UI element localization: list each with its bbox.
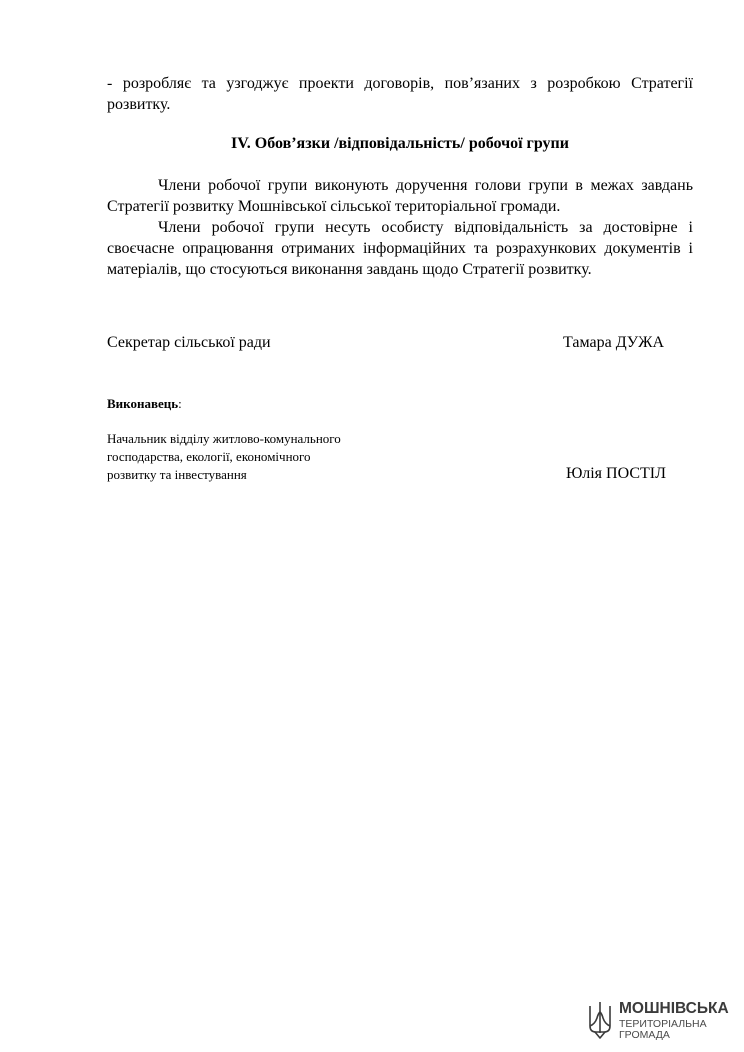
executor-label [107, 396, 182, 412]
executor-label-text: Виконавець [107, 396, 179, 411]
logo-subtitle-1: ТЕРИТОРІАЛЬНА [619, 1018, 707, 1030]
logo-subtitle-2: ГРОМАДА [619, 1029, 670, 1041]
executor-position-line: господарства, екології, економічного [107, 449, 311, 464]
executor-position-line: розвитку та інвестування [107, 467, 247, 482]
executor-position-line: Начальник відділу житлово-комунального [107, 431, 341, 446]
duties-paragraph-2: Члени робочої групи несуть особисту відповідальність за достовірне і своєчасне опрацювання отриманих інформаційних та розрахункових документів і матеріалів, що стосуються виконання завдань щодо Стратегії розвитку. [107, 219, 693, 278]
signature-position: Секретар сільської ради [107, 334, 271, 351]
executor-name: Юлія ПОСТІЛ [566, 465, 666, 482]
trident-icon [587, 1000, 613, 1040]
executor-label-suffix: : [178, 396, 182, 411]
section-heading: IV. Обов’язки /відповідальність/ робочої групи [231, 135, 569, 152]
duties-paragraph-1: Члени робочої групи виконують доручення голови групи в межах завдань Стратегії розвитку Мошнівської сільської територіальної громади. [107, 177, 693, 215]
signature-name: Тамара ДУЖА [563, 334, 665, 351]
logo-title: МОШНІВСЬКА [619, 1000, 729, 1017]
community-logo [587, 1000, 727, 1044]
executor-position [107, 430, 407, 484]
intro-paragraph: - розробляє та узгоджує проекти договорів, пов’язаних з розробкою Стратегії розвитку. [107, 75, 693, 113]
